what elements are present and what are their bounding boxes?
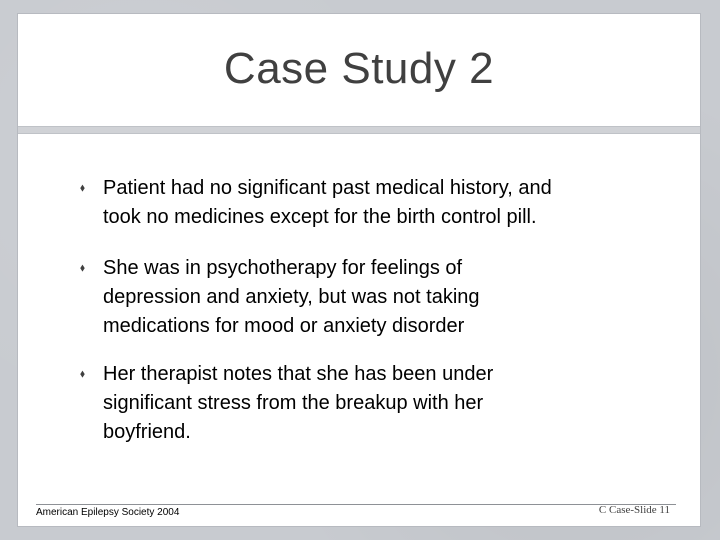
footer-source: American Epilepsy Society 2004	[36, 507, 180, 518]
slide-title: Case Study 2	[223, 44, 495, 93]
bullet-line: She was in psychotherapy for feelings of	[103, 257, 463, 279]
bullet-line: Patient had no significant past medical history, and	[103, 177, 552, 199]
bullet-line: Her therapist notes that she has been under	[103, 363, 494, 385]
bullet-diamond-icon: ⬧	[80, 368, 85, 380]
slide-number: C Case-Slide 11	[598, 504, 670, 516]
title-divider	[18, 126, 700, 134]
bullet-diamond-icon: ⬧	[80, 262, 85, 274]
footer-divider	[36, 504, 676, 505]
bullet-diamond-icon: ⬧	[80, 182, 85, 194]
bullet-line: took no medicines except for the birth control pill.	[103, 206, 537, 228]
bullet-line: medications for mood or anxiety disorder	[103, 315, 465, 337]
bullet-line: depression and anxiety, but was not taking	[103, 286, 480, 308]
bullet-line: boyfriend.	[103, 421, 191, 443]
slide	[18, 14, 700, 526]
bullet-text	[103, 174, 678, 232]
title-band	[18, 14, 700, 126]
bullet-text	[103, 254, 678, 341]
bullet-line: significant stress from the breakup with her	[103, 392, 484, 414]
bullet-text	[103, 360, 678, 447]
